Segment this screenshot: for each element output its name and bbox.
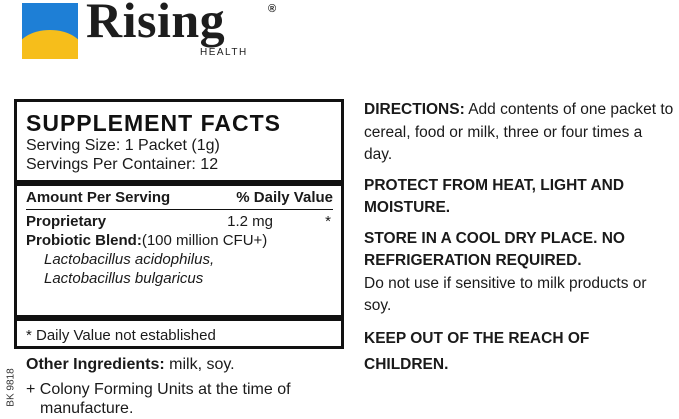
- brand-subtitle: HEALTH: [200, 47, 248, 58]
- other-ingredients-label: Other Ingredients:: [26, 356, 165, 373]
- servings-per-container: Servings Per Container: 12: [26, 156, 219, 173]
- proprietary-amount: 1.2 mg: [227, 213, 273, 230]
- sensitivity-warning: Do not use if sensitive to milk products or soy.: [364, 274, 647, 314]
- amount-per-serving-header: Amount Per Serving: [26, 189, 171, 206]
- facts-title: SUPPLEMENT FACTS: [26, 110, 281, 136]
- supplement-facts-panel: [14, 99, 344, 349]
- directions-paragraph: [364, 99, 674, 167]
- thick-divider: [17, 180, 341, 186]
- keep-out-warning: KEEP OUT OF THE REACH OF CHILDREN.: [364, 329, 590, 373]
- directions-label: DIRECTIONS:: [364, 101, 465, 118]
- rising-sun-logo-icon: [22, 3, 78, 59]
- brand-logo: [22, 0, 292, 59]
- proprietary-label: Proprietary: [26, 213, 107, 230]
- protect-warning: PROTECT FROM HEAT, LIGHT AND MOISTURE.: [364, 176, 625, 216]
- other-ingredients: [26, 355, 356, 374]
- cfu-note: + Colony Forming Units at the time of manufacture.: [26, 381, 291, 417]
- probiotic-blend-row: [26, 231, 333, 250]
- daily-value-footnote: * Daily Value not established: [26, 327, 216, 344]
- probiotic-blend-detail: (100 million CFU+): [141, 232, 268, 249]
- brand-name: Rising: [86, 0, 226, 48]
- facts-header-row: [26, 188, 333, 207]
- proprietary-row: [26, 212, 333, 231]
- strain-acidophilus: Lactobacillus acidophilus,: [44, 251, 215, 268]
- registered-mark: ®: [268, 3, 277, 15]
- bottom-thick-divider: [17, 315, 341, 321]
- probiotic-blend-label: Probiotic Blend:: [26, 232, 142, 249]
- other-ingredients-value: milk, soy.: [164, 356, 235, 373]
- directions-column: [364, 99, 674, 386]
- other-ingredients-section: [26, 355, 356, 418]
- daily-value-header: % Daily Value: [236, 189, 333, 206]
- serving-size: Serving Size: 1 Packet (1g): [26, 137, 220, 154]
- store-warning: STORE IN A COOL DRY PLACE. NO REFRIGERATION REQUIRED.: [364, 229, 625, 269]
- thin-divider: [26, 209, 333, 210]
- proprietary-dv: *: [325, 213, 331, 230]
- strain-bulgaricus: Lactobacillus bulgaricus: [44, 270, 204, 287]
- product-code: BK 9818: [5, 368, 17, 407]
- directions-text: Add contents of one packet to cereal, food or milk, three or four times a day.: [364, 101, 674, 163]
